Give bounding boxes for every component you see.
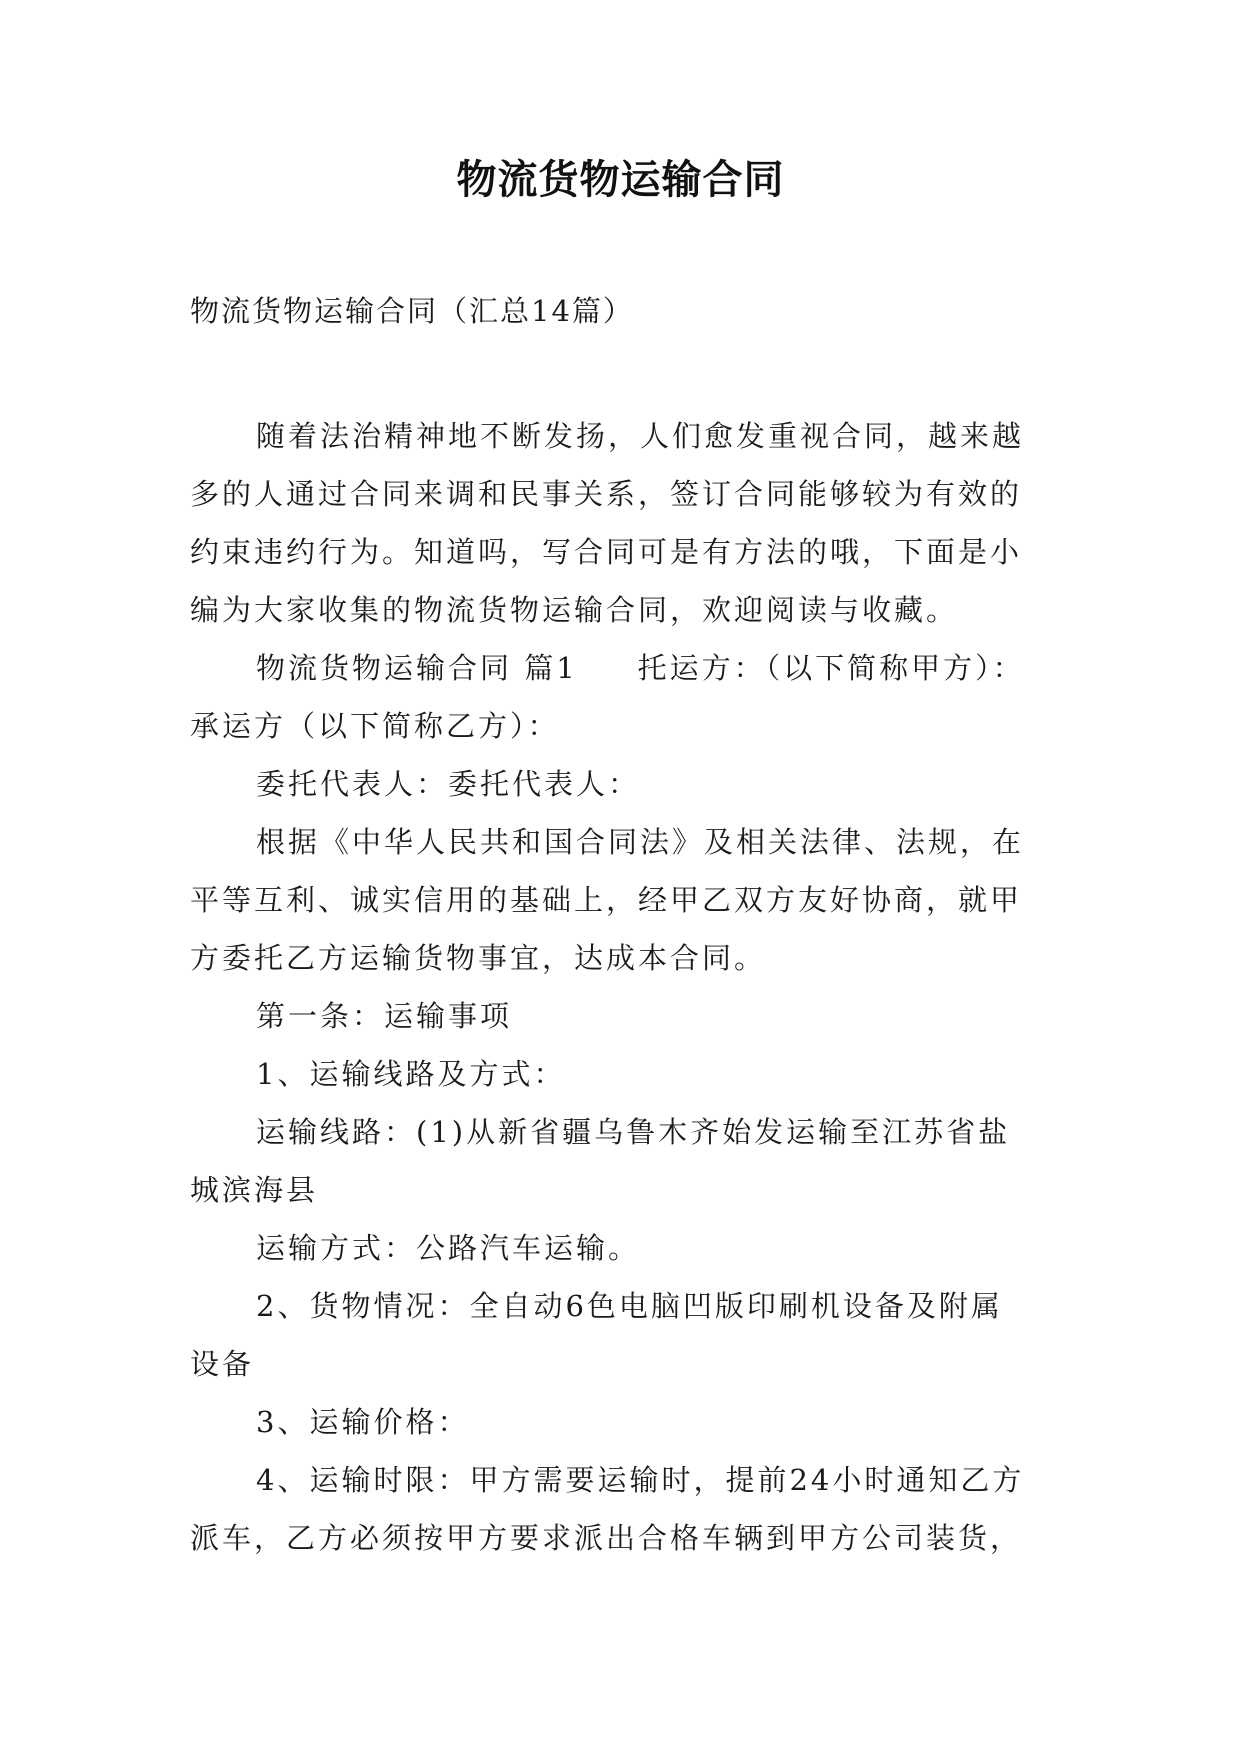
item-4-paragraph	[190, 1451, 1052, 1567]
item-2-paragraph	[190, 1277, 1052, 1393]
document-subtitle: 物流货物运输合同（汇总14篇）	[190, 294, 634, 328]
intro-line: 约束违约行为。知道吗，写合同可是有方法的哦，下面是小	[190, 535, 1023, 569]
intro-paragraph	[190, 407, 1052, 639]
route-paragraph	[190, 1103, 1052, 1219]
clause-heading: 第一条：运输事项	[256, 999, 513, 1033]
carrier-label: 承运方（以下简称乙方）：	[190, 709, 560, 743]
document-title: 物流货物运输合同	[456, 156, 785, 203]
document-body	[190, 407, 1052, 1567]
item-3-paragraph	[190, 1393, 1052, 1451]
basis-line: 方委托乙方运输货物事宜，达成本合同。	[190, 941, 767, 975]
route-line: 城滨海县	[190, 1173, 319, 1207]
article-heading: 物流货物运输合同 篇1	[256, 651, 578, 685]
article-1-header-paragraph	[190, 639, 1052, 755]
basis-line: 根据《中华人民共和国合同法》及相关法律、法规，在	[256, 825, 1025, 859]
clause-1-heading-paragraph	[190, 987, 1052, 1045]
item-1-paragraph	[190, 1045, 1052, 1103]
item-1-line: 1、运输线路及方式：	[256, 1057, 566, 1091]
article-1-header-line	[190, 639, 1052, 697]
representatives-paragraph	[190, 755, 1052, 813]
basis-line: 平等互利、诚实信用的基础上，经甲乙双方友好协商，就甲	[190, 883, 1023, 917]
route-line: 运输线路：(1)从新省疆乌鲁木齐始发运输至江苏省盐	[256, 1115, 1011, 1149]
intro-line: 多的人通过合同来调和民事关系，签订合同能够较为有效的	[190, 477, 1023, 511]
intro-line: 随着法治精神地不断发扬，人们愈发重视合同，越来越	[256, 419, 1025, 453]
basis-paragraph	[190, 813, 1052, 987]
transport-mode-line: 运输方式：公路汽车运输。	[256, 1231, 641, 1265]
item-4-line: 4、运输时限：甲方需要运输时，提前24小时通知乙方	[256, 1463, 1025, 1497]
item-4-line: 派车，乙方必须按甲方要求派出合格车辆到甲方公司装货，	[190, 1521, 1023, 1555]
item-2-line: 2、货物情况：全自动6色电脑凹版印刷机设备及附属	[256, 1289, 1003, 1323]
intro-line: 编为大家收集的物流货物运输合同，欢迎阅读与收藏。	[190, 593, 959, 627]
item-2-line: 设备	[190, 1347, 255, 1381]
representatives-line: 委托代表人：委托代表人：	[256, 767, 641, 801]
shipper-label: 托运方：（以下简称甲方）：	[637, 651, 1025, 685]
transport-mode-paragraph	[190, 1219, 1052, 1277]
item-3-line: 3、运输价格：	[256, 1405, 470, 1439]
